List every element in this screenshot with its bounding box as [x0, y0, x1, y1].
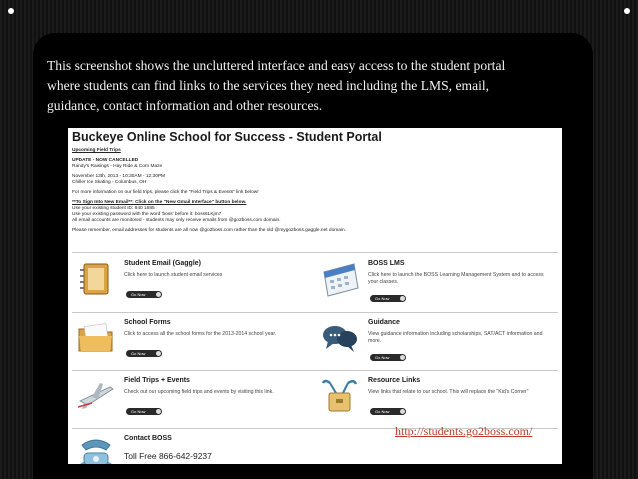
go-now-button[interactable]: Go Now	[126, 408, 162, 415]
tools-basket-icon	[320, 377, 360, 415]
service-description: Click to access all the school forms for the 2013-2014 school year.	[124, 331, 277, 337]
service-description: View links that relate to our school. This will replace the "Kid's Corner"	[368, 389, 529, 395]
service-description: View guidance information including scholarships, SAT/ACT information and more.	[368, 331, 543, 344]
go-now-button[interactable]: Go Now	[126, 291, 162, 298]
student-portal-link[interactable]: http://students.go2boss.com/	[395, 424, 533, 438]
email-instruction: All email accounts are monitored - students may only receive emails from @go2boss.com domain.	[72, 218, 281, 223]
email-reminder: Please remember, email addresses for students are all now @go2boss.com rather than the old @mygo2boss.gaggle.net domain.	[72, 228, 346, 233]
email-instruction: Use your existing student ID: 840 1685	[72, 206, 155, 211]
more-info-text: For more information on our field trips, please click the "Field Trips & Events" link below!	[72, 190, 259, 195]
service-field-trips	[68, 373, 308, 433]
service-school-forms	[68, 315, 308, 375]
toll-free-number: Toll Free 866-642-9237	[124, 451, 212, 461]
divider	[72, 370, 558, 371]
corner-dot	[624, 8, 630, 14]
notebook-icon	[76, 260, 116, 298]
upcoming-trips-link[interactable]: Upcoming Field Trips	[72, 148, 121, 153]
service-name[interactable]: BOSS LMS	[368, 260, 405, 267]
service-name[interactable]: Contact BOSS	[124, 435, 172, 442]
caption-line: where students can find links to the services they need including the LMS, email,	[47, 78, 490, 93]
service-name[interactable]: Guidance	[368, 319, 400, 326]
go-now-button[interactable]: Go Now	[370, 354, 406, 361]
chat-bubbles-icon	[320, 319, 360, 357]
service-name[interactable]: Resource Links	[368, 377, 421, 384]
telephone-icon	[76, 435, 116, 464]
caption-line: This screenshot shows the uncluttered interface and easy access to the student portal	[47, 58, 506, 73]
caption-line: guidance, contact information and other resources.	[47, 98, 323, 113]
trip-date: November 13th, 2013 - 10:30AM - 12:30PM	[72, 174, 166, 179]
calendar-icon	[320, 260, 360, 298]
notice-block	[72, 148, 558, 234]
service-contact	[68, 431, 308, 464]
email-signin-heading: **To Sign Into New Email**: Click on the "New Gmail Interface" button below.	[72, 200, 247, 205]
service-name[interactable]: School Forms	[124, 319, 171, 326]
corner-dot	[8, 8, 14, 14]
service-boss-lms	[312, 256, 552, 316]
service-student-email	[68, 256, 308, 316]
slide-caption	[47, 56, 592, 116]
go-now-button[interactable]: Go Now	[370, 408, 406, 415]
service-name[interactable]: Student Email (Gaggle)	[124, 260, 202, 267]
trip-line: Randy's Raisings - Hay Ride & Corn Maze	[72, 164, 163, 169]
service-description: Click here to launch the BOSS Learning Management System and to access your classes.	[368, 272, 544, 285]
student-portal-screenshot	[68, 128, 562, 464]
service-description: Click here to launch student email services	[124, 272, 223, 278]
plane-icon	[76, 377, 116, 415]
email-instruction: Use your existing password with the word 'boss' before it: boss6LKjm7	[72, 212, 222, 217]
portal-title: Buckeye Online School for Success - Student Portal	[72, 130, 382, 144]
update-heading: UPDATE - NOW CANCELLED	[72, 158, 139, 163]
divider	[72, 312, 558, 313]
service-description: Check out our upcoming field trips and events by visiting this link.	[124, 389, 274, 395]
trip-line: Chiller Ice Skating - Columbus, OH	[72, 180, 147, 185]
service-guidance	[312, 315, 552, 375]
service-name[interactable]: Field Trips + Events	[124, 377, 190, 384]
go-now-button[interactable]: Go Now	[126, 350, 162, 357]
go-now-button[interactable]: Go Now	[370, 295, 406, 302]
folder-icon	[76, 319, 116, 357]
divider	[72, 252, 558, 253]
